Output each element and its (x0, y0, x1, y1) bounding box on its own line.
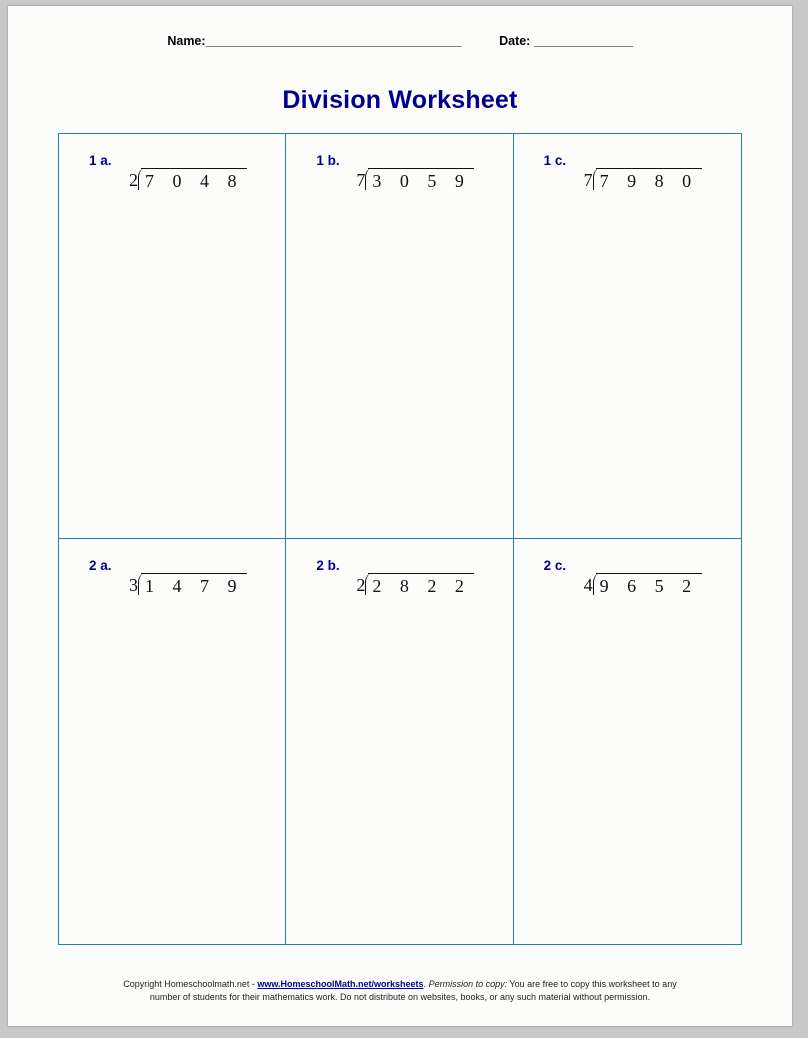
division-vinculum (596, 168, 702, 169)
problem-cell (514, 539, 741, 944)
problem-label: 2 c. (543, 558, 567, 573)
problems-grid (58, 133, 742, 945)
long-division-problem (356, 553, 471, 597)
worksheet-page (8, 6, 792, 1026)
divisor: 2 (129, 170, 138, 190)
copyright-text: Copyright Homeschoolmath.net - (123, 978, 258, 989)
division-vinculum (141, 573, 247, 574)
problem-cell (59, 539, 286, 944)
footer (8, 978, 792, 1004)
dividend-bracket (593, 148, 699, 192)
long-division-problem (584, 553, 699, 597)
problem-label: 1 b. (316, 153, 340, 168)
name-date-row (8, 34, 792, 48)
division-curve-icon (365, 573, 372, 595)
dividend: 2 8 2 2 (372, 576, 471, 596)
problem-cell (286, 539, 513, 944)
problem-label: 2 a. (89, 558, 112, 573)
problem-cell (514, 134, 741, 539)
dividend-bracket (138, 553, 244, 597)
problem-label: 1 c. (543, 153, 567, 168)
date-blank-line: _______________ (534, 34, 633, 48)
name-label: Name: (167, 34, 206, 48)
footer-line-1 (8, 978, 792, 991)
permission-text: You are free to copy this worksheet to any (507, 978, 677, 989)
long-division-problem (584, 148, 699, 192)
long-division-problem (129, 148, 244, 192)
divisor: 4 (583, 575, 593, 595)
page-title: Division Worksheet (282, 86, 518, 114)
long-division-problem (356, 148, 471, 192)
after-link-text: . (423, 978, 429, 989)
dividend: 1 4 7 9 (145, 576, 244, 596)
date-label: Date: (499, 34, 531, 48)
dividend: 7 0 4 8 (145, 171, 244, 191)
divisor: 7 (583, 170, 593, 190)
problem-label: 2 b. (316, 558, 340, 573)
division-curve-icon (593, 573, 600, 595)
footer-line-2: number of students for their mathematics work. Do not distribute on websites, books, or any such material without permission. (149, 991, 651, 1002)
problem-cell (59, 134, 286, 539)
dividend: 3 0 5 9 (372, 171, 471, 191)
name-blank-line: _______________________________________ (205, 34, 462, 48)
dividend: 9 6 5 2 (599, 576, 699, 596)
permission-label: Permission to copy: (428, 978, 508, 989)
division-curve-icon (138, 573, 145, 595)
dividend-bracket (593, 553, 699, 597)
division-vinculum (368, 573, 474, 574)
problem-cell (286, 134, 513, 539)
divisor: 2 (356, 575, 366, 595)
division-vinculum (368, 168, 474, 169)
problem-label: 1 a. (89, 153, 112, 168)
division-curve-icon (138, 168, 145, 190)
homeschoolmath-link[interactable]: www.HomeschoolMath.net/worksheets (257, 978, 424, 989)
dividend-bracket (365, 148, 471, 192)
division-vinculum (141, 168, 247, 169)
divisor: 3 (129, 575, 138, 595)
long-division-problem (129, 553, 244, 597)
division-curve-icon (593, 168, 600, 190)
division-vinculum (596, 573, 702, 574)
division-curve-icon (365, 168, 372, 190)
dividend-bracket (138, 148, 244, 192)
divisor: 7 (356, 170, 366, 190)
dividend-bracket (365, 553, 471, 597)
dividend: 7 9 8 0 (599, 171, 699, 191)
